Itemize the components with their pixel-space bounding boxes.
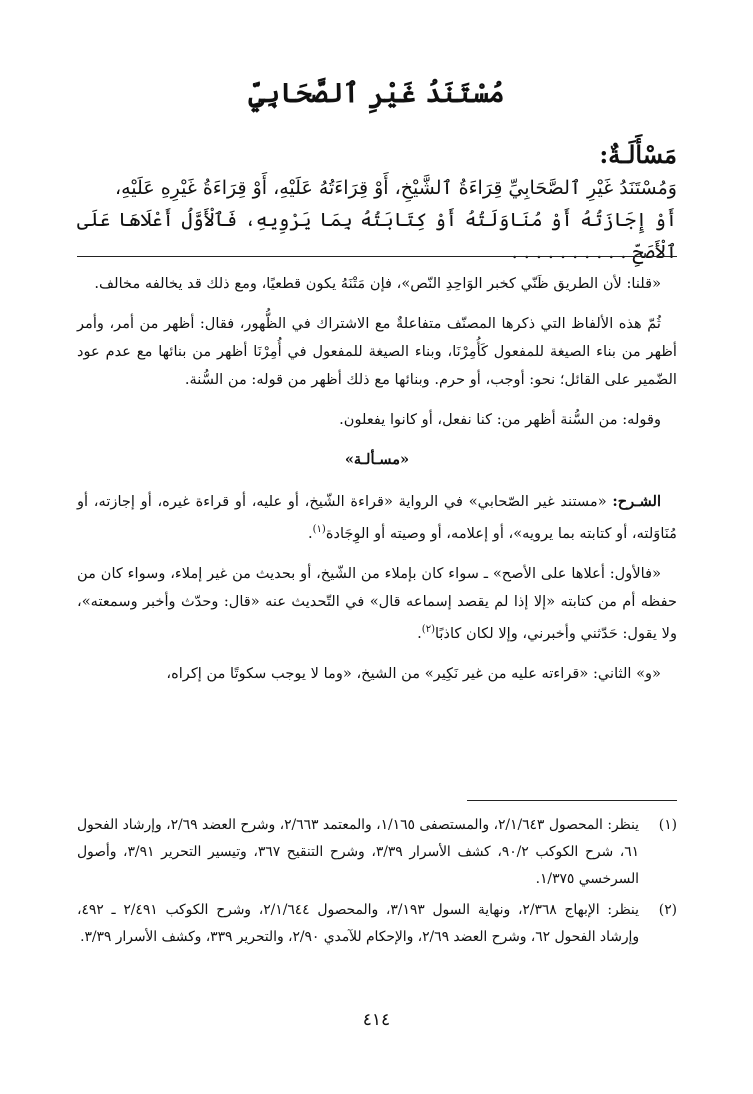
footnote: [77, 897, 677, 951]
section-heading: «مسـألـة»: [344, 451, 410, 468]
commentary-paragraph: [77, 488, 677, 548]
footnote-divider: [467, 800, 677, 801]
footnote: [77, 812, 677, 893]
paragraph-text: «فالأول: أعلاها على الأصح» ـ سواء كان بإملاء من الشّيخ، أو بحديث من غير إملاء، وسواء كان من حفظه أم من كتابته «إلا إذا لم يقصد إسماعه قال» في التّحديث عنه «قال: وحدّث وأخبر وسمعته»، ولا يقول: حَدّثني وأخبرني، وإلا لكان كاذبًا: [77, 564, 677, 642]
commentary: [77, 270, 677, 700]
sharh-label: الشـرح:: [612, 493, 661, 510]
page-title: مُسْتَنَدُ غَيْرِ ٱلصَّحَابِيِّ: [248, 78, 505, 109]
footnote-ref[interactable]: (٢): [421, 623, 435, 635]
footnote-text: ينظر: المحصول ٢/١/٦٤٣، والمستصفى ١/١٦٥، والمعتمد ٢/٦٦٣، وشرح العضد ٢/٦٩، وإرشاد الفحول ٦١، شرح الكوكب ٩٠/٢، كشف الأسرار ٣/٣٩، وشرح التنقيح ٣٦٧، وتيسير التحرير ٣/٩١، وأصول السرخسي ١/٣٧٥.: [77, 817, 640, 887]
paragraph-end: .: [308, 524, 313, 542]
commentary-paragraph: ثُمّ هذه الألفاظ التي ذكرها المصنّف متفاعلةٌ مع الاشتراك في الظُّهور، فقال: أظهر من أمر، وأمر أظهر من بناء الصيغة للمفعول كَأُمِرْنَا، وبناء الصيغة للمفعول في أُمِرْنَا أظهر من بنائها مع عدم عود الضّمير على القائل؛ نحو: أوجب، أو حرم. وبنائها مع ذلك أظهر من قوله: من السُّنة.: [77, 315, 677, 388]
paragraph-end: .: [417, 624, 422, 642]
paragraph-text: «مستند غير الصّحابي» في الرواية «قراءة الشّيخ، أو عليه، أو قراءة غيره، أو إجازته، أو مُنَاوَلته، أو كتابته بما يرويه»، أو إعلامه، أو وصيته أو الوِجَادة: [77, 493, 677, 542]
commentary-paragraph: [77, 560, 677, 648]
commentary-paragraph: وقوله: من السُّنة أظهر من: كنا نفعل، أو كانوا يفعلون.: [339, 411, 661, 428]
matn-text: [77, 172, 677, 268]
footnotes: [77, 812, 677, 955]
matn-heading: مَسْأَلَـةٌ:: [599, 140, 677, 169]
commentary-paragraph: «قلنا: لأن الطريق ظَنّي كخبر الوَاحِدِ النّص»، فإن مَتْنَهُ يكون قطعيًا، ومع ذلك قد يخالفه مخالف.: [94, 275, 661, 292]
footnote-ref[interactable]: (١): [312, 524, 326, 535]
commentary-paragraph: «و» الثاني: «قراءته عليه من غير نَكِير» من الشيخ، «وما لا يوجب سكوتًا من إكراه،: [166, 664, 661, 682]
page-number: ٤١٤: [362, 1010, 391, 1030]
matn-line: أَوْ إِجَازَتُهُ أَوْ مُنَاوَلَتُهُ أَوْ كِتَابَتُهُ بِمَا يَرْوِيهِ، فَٱلْأَوَّلُ أَعْلَاهَا عَلَى ٱلْأَصَحِّ . . . . . . . . . .: [77, 209, 677, 263]
footnote-text: ينظر: الإبهاج ٢/٣٦٨، ونهاية السول ٣/١٩٣، والمحصول ٢/١/٦٤٤، وشرح الكوكب ٢/٤٩١ ـ ٤٩٢، وإرشاد الفحول ٦٢، وشرح العضد ٢/٦٩، والإحكام للآمدي ٢/٩٠، والتحرير ٣٣٩، وكشف الأسرار ٣/٣٩.: [77, 902, 639, 945]
matn-line: وَمُسْتَنَدُ غَيْرِ ٱلصَّحَابِيِّ قِرَاءَةُ ٱلشَّيْخِ، أَوْ قِرَاءَتُهُ عَلَيْهِ، أَوْ قِرَاءَةُ غَيْرِهِ عَلَيْهِ،: [114, 177, 677, 199]
footnote-number: (١): [658, 817, 677, 833]
footnote-number: (٢): [658, 902, 677, 918]
matn-divider: [77, 256, 677, 257]
